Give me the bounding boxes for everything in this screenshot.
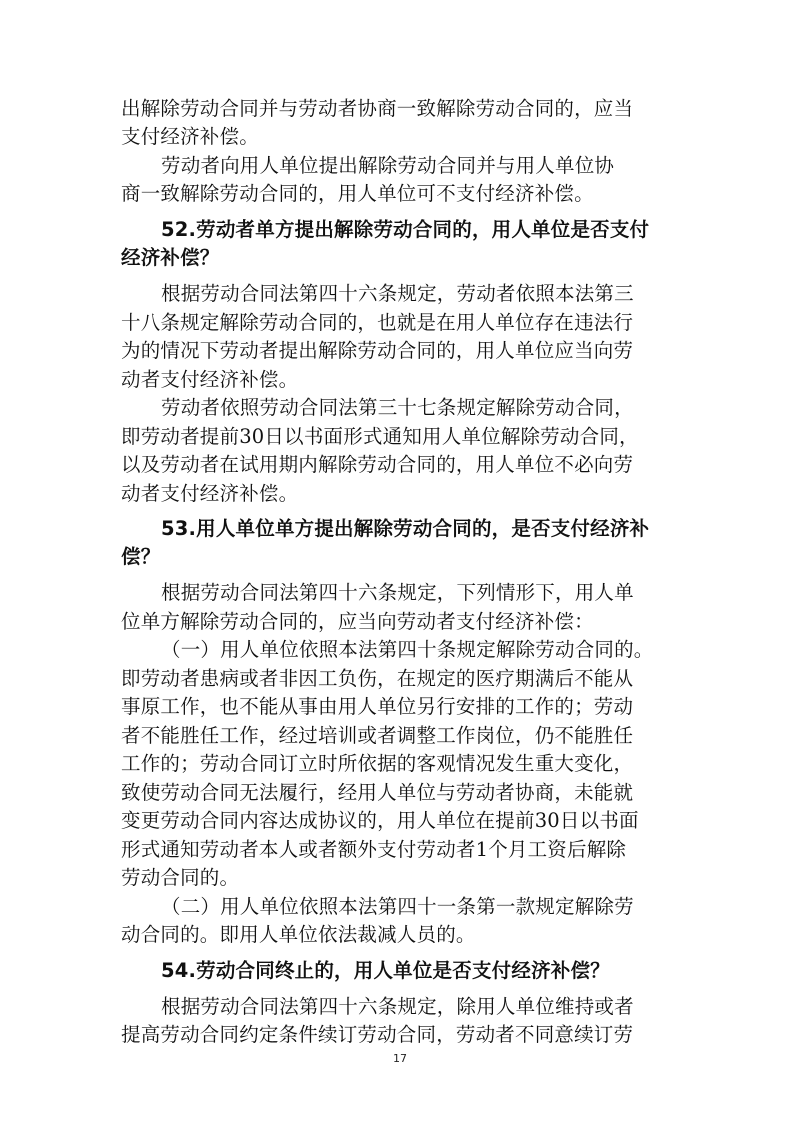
body-line: 以及劳动者在试用期内解除劳动合同的，用人单位不必向劳 xyxy=(121,453,634,476)
paragraph-line: （二）用人单位依照本法第四十一条第一款规定解除劳 xyxy=(161,895,634,918)
body-line: 劳动合同的。 xyxy=(121,866,240,889)
body-line: 为的情况下劳动者提出解除劳动合同的，用人单位应当向劳 xyxy=(121,339,634,362)
page-number: 17 xyxy=(393,1052,407,1065)
paragraph-line: 劳动者向用人单位提出解除劳动合同并与用人单位协 xyxy=(161,154,615,177)
body-line: 事原工作，也不能从事由用人单位另行安排的工作的；劳动 xyxy=(121,695,634,718)
body-line: 出解除劳动合同并与劳动者协商一致解除劳动合同的，应当 xyxy=(121,97,634,120)
question-heading-52-cont: 经济补偿？ xyxy=(121,246,220,269)
question-heading-53-cont: 偿？ xyxy=(121,545,161,568)
paragraph-line: 根据劳动合同法第四十六条规定，除用人单位维持或者 xyxy=(161,995,634,1018)
body-line: 位单方解除劳动合同的，应当向劳动者支付经济补偿： xyxy=(121,610,594,633)
body-line: 即劳动者患病或者非因工负伤，在规定的医疗期满后不能从 xyxy=(121,667,634,690)
body-line: 动者支付经济补偿。 xyxy=(121,368,299,391)
body-line: 形式通知劳动者本人或者额外支付劳动者1个月工资后解除 xyxy=(121,838,627,861)
question-heading-52: 52.劳动者单方提出解除劳动合同的，用人单位是否支付 xyxy=(161,218,650,241)
question-heading-54: 54.劳动合同终止的，用人单位是否支付经济补偿？ xyxy=(161,959,610,982)
body-line: 动合同的。即用人单位依法裁减人员的。 xyxy=(121,923,476,946)
body-line: 变更劳动合同内容达成协议的，用人单位在提前30日以书面 xyxy=(121,809,639,832)
paragraph-line: （一）用人单位依照本法第四十条规定解除劳动合同的。 xyxy=(161,638,654,661)
body-line: 提高劳动合同约定条件续订劳动合同，劳动者不同意续订劳 xyxy=(121,1023,634,1046)
body-line: 支付经济补偿。 xyxy=(121,125,259,148)
body-line: 者不能胜任工作，经过培训或者调整工作岗位，仍不能胜任 xyxy=(121,724,634,747)
paragraph-line: 根据劳动合同法第四十六条规定，下列情形下，用人单 xyxy=(161,581,634,604)
question-heading-53: 53.用人单位单方提出解除劳动合同的，是否支付经济补 xyxy=(161,517,650,540)
paragraph-line: 劳动者依照劳动合同法第三十七条规定解除劳动合同， xyxy=(161,396,634,419)
paragraph-line: 根据劳动合同法第四十六条规定，劳动者依照本法第三 xyxy=(161,282,634,305)
body-line: 十八条规定解除劳动合同的，也就是在用人单位存在违法行 xyxy=(121,311,634,334)
body-line: 动者支付经济补偿。 xyxy=(121,482,299,505)
body-line: 即劳动者提前30日以书面形式通知用人单位解除劳动合同， xyxy=(121,425,639,448)
body-line: 商一致解除劳动合同的，用人单位可不支付经济补偿。 xyxy=(121,182,594,205)
body-line: 致使劳动合同无法履行，经用人单位与劳动者协商，未能就 xyxy=(121,781,634,804)
body-line: 工作的；劳动合同订立时所依据的客观情况发生重大变化， xyxy=(121,752,634,775)
